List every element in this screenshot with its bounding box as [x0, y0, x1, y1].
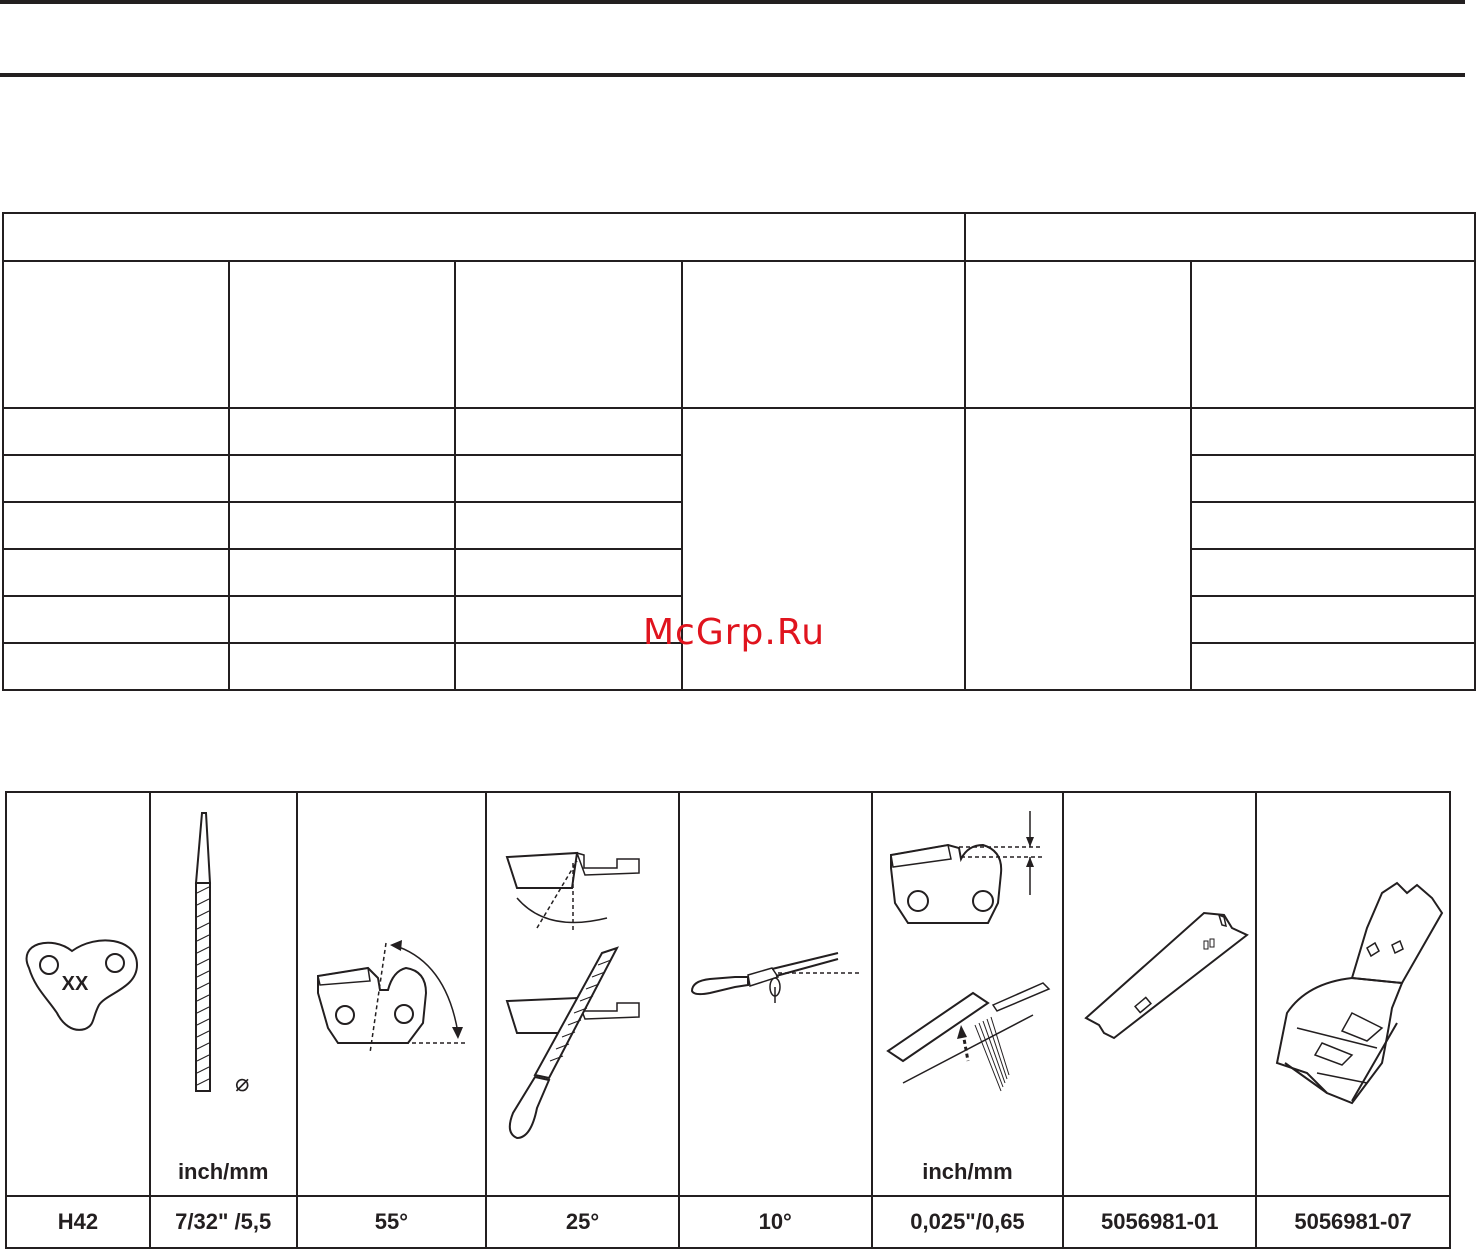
spec-cell [229, 502, 456, 549]
chain-id-figure [6, 792, 150, 1196]
file-holder-10-degree-icon [680, 793, 873, 1195]
spec-cell [3, 455, 229, 502]
spec-cell [1191, 549, 1475, 596]
spec-cell [455, 549, 682, 596]
header-rule [0, 73, 1465, 77]
diameter-symbol-icon: ⌀ [234, 1069, 250, 1097]
spec-subheader [229, 261, 456, 408]
file-gauge-part-number: 5056981-01 [1063, 1196, 1256, 1248]
watermark: McGrp.Ru [643, 612, 826, 653]
spec-subheader [682, 261, 965, 408]
cutter-55-degree-icon [298, 793, 488, 1195]
spec-cell [3, 502, 229, 549]
file-holder-part-number: 5056981-07 [1256, 1196, 1450, 1248]
file-tilt-value: 10° [679, 1196, 872, 1248]
spec-cell [229, 408, 456, 455]
spec-cell [3, 643, 229, 690]
depth-unit-label: inch/mm [922, 1159, 1013, 1184]
file-diameter-value: 7/32" /5,5 [150, 1196, 297, 1248]
spec-cell [229, 455, 456, 502]
spec-header-left [3, 213, 965, 261]
spec-cell [3, 408, 229, 455]
spec-header-right [965, 213, 1475, 261]
spec-subheader [1191, 261, 1475, 408]
file-tilt-figure [679, 792, 872, 1196]
spec-cell [455, 502, 682, 549]
round-file-icon [151, 793, 298, 1195]
top-plate-angle-value: 55° [297, 1196, 487, 1248]
sharpening-tools-table [5, 791, 1451, 1249]
spec-subheader [455, 261, 682, 408]
filing-guide-icon [1257, 793, 1451, 1195]
spec-subheader [965, 261, 1192, 408]
spec-subheader [3, 261, 229, 408]
filing-angle-value: 25° [486, 1196, 679, 1248]
depth-gauge-value: 0,025"/0,65 [872, 1196, 1064, 1248]
chain-code-value: H42 [6, 1196, 150, 1248]
spec-cell [1191, 502, 1475, 549]
spec-cell [1191, 455, 1475, 502]
file-unit-label: inch/mm [177, 1159, 269, 1184]
spec-cell [229, 643, 456, 690]
spec-cell [455, 408, 682, 455]
spec-cell [229, 596, 456, 643]
depth-gauge-icon [873, 793, 1065, 1195]
chip-label: XX [61, 973, 89, 995]
spec-cell [229, 549, 456, 596]
filing-25-degree-icon [487, 793, 680, 1195]
drive-link-icon [7, 793, 151, 1195]
file-diameter-figure [150, 792, 297, 1196]
spec-cell [455, 455, 682, 502]
spec-cell [1191, 643, 1475, 690]
top-rule [0, 0, 1465, 4]
file-gauge-figure [1063, 792, 1256, 1196]
spec-cell [3, 549, 229, 596]
spec-cell [1191, 408, 1475, 455]
top-plate-angle-figure [297, 792, 487, 1196]
file-gauge-icon [1064, 793, 1257, 1195]
file-holder-tool-figure [1256, 792, 1450, 1196]
spec-merged-cell [965, 408, 1192, 690]
spec-cell [1191, 596, 1475, 643]
spec-cell [3, 596, 229, 643]
depth-gauge-figure [872, 792, 1064, 1196]
filing-angle-figure [486, 792, 679, 1196]
